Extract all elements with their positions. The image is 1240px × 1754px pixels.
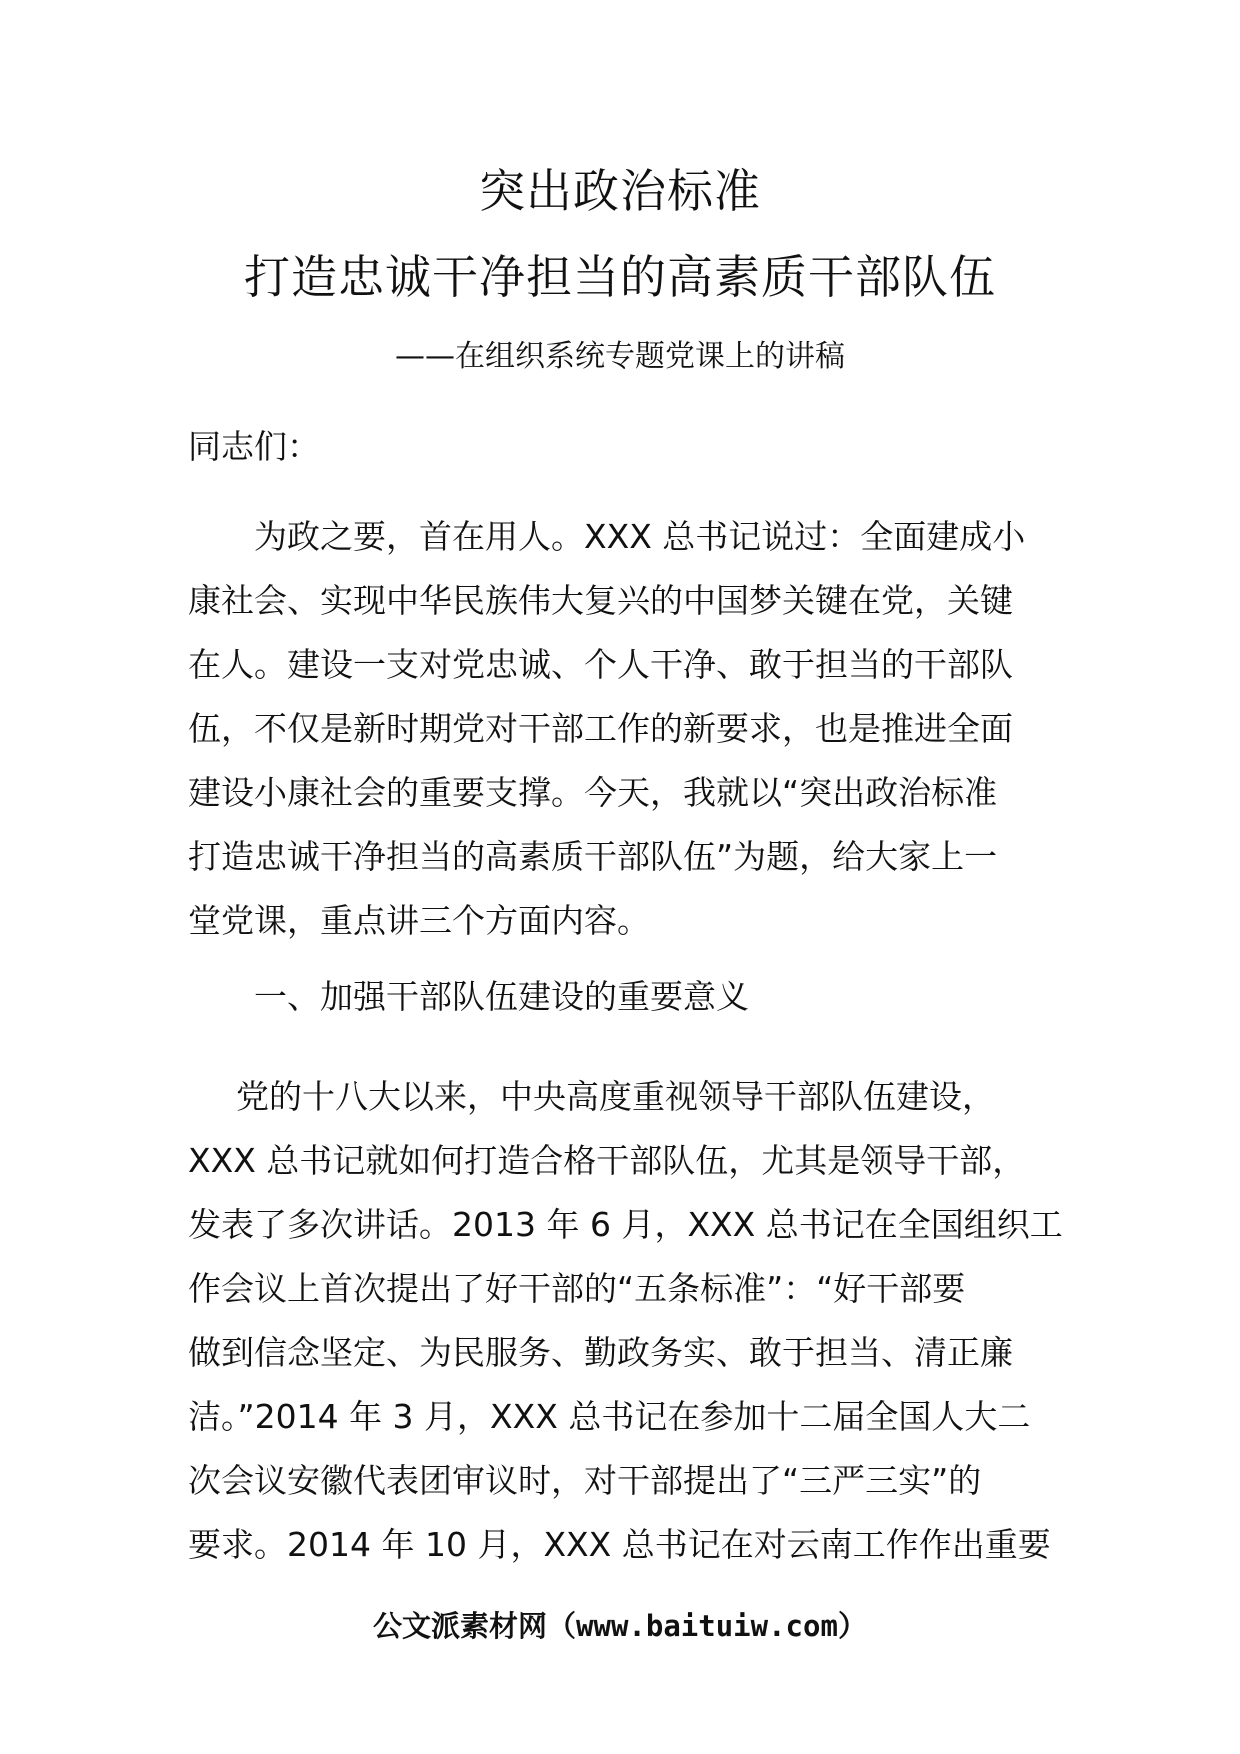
paragraph-2-line: 党的十八大以来，中央高度重视领导干部队伍建设， — [236, 1077, 995, 1116]
paragraph-1-line: 在人。建设一支对党忠诚、个人干净、敢于担当的干部队 — [188, 645, 1013, 684]
paragraph-1-line: 堂党课，重点讲三个方面内容。 — [188, 901, 650, 940]
paragraph-1-line: 打造忠诚干净担当的高素质干部队伍”为题，给大家上一 — [188, 837, 998, 876]
document-title-line-1: 突出政治标准 — [479, 164, 761, 218]
paragraph-1-line: 伍，不仅是新时期党对干部工作的新要求，也是推进全面 — [188, 709, 1013, 748]
paragraph-1-line: 为政之要，首在用人。XXX 总书记说过：全面建成小 — [254, 517, 1026, 556]
paragraph-2-line: 发表了多次讲话。2013 年 6 月，XXX 总书记在全国组织工 — [188, 1205, 1063, 1244]
salutation: 同志们： — [188, 427, 320, 466]
section-heading-1: 一、加强干部队伍建设的重要意义 — [254, 977, 749, 1016]
paragraph-2-line: XXX 总书记就如何打造合格干部队伍，尤其是领导干部， — [188, 1141, 1026, 1180]
paragraph-2-line: 洁。”2014 年 3 月，XXX 总书记在参加十二届全国人大二 — [188, 1397, 1031, 1436]
document-subtitle: ——在组织系统专题党课上的讲稿 — [395, 339, 845, 374]
footer-site-name: 公文派素材网 — [373, 1609, 548, 1643]
paragraph-1-line: 康社会、实现中华民族伟大复兴的中国梦关键在党，关键 — [188, 581, 1013, 620]
paragraph-2-line: 次会议安徽代表团审议时，对干部提出了“三严三实”的 — [188, 1461, 982, 1500]
paragraph-2-line: 作会议上首次提出了好干部的“五条标准”：“好干部要 — [188, 1269, 966, 1308]
footer-site-url[interactable]: （www.baituiw.com） — [547, 1609, 867, 1643]
footer-watermark — [0, 1609, 1240, 1643]
paragraph-2-line: 做到信念坚定、为民服务、勤政务实、敢于担当、清正廉 — [188, 1333, 1013, 1372]
paragraph-1-line: 建设小康社会的重要支撑。今天，我就以“突出政治标准 — [188, 773, 998, 812]
paragraph-2 — [188, 1065, 1063, 1577]
paragraph-2-line: 要求。2014 年 10 月，XXX 总书记在对云南工作作出重要 — [188, 1525, 1051, 1564]
document-title-line-2: 打造忠诚干净担当的高素质干部队伍 — [244, 250, 996, 304]
paragraph-1 — [188, 505, 1058, 953]
